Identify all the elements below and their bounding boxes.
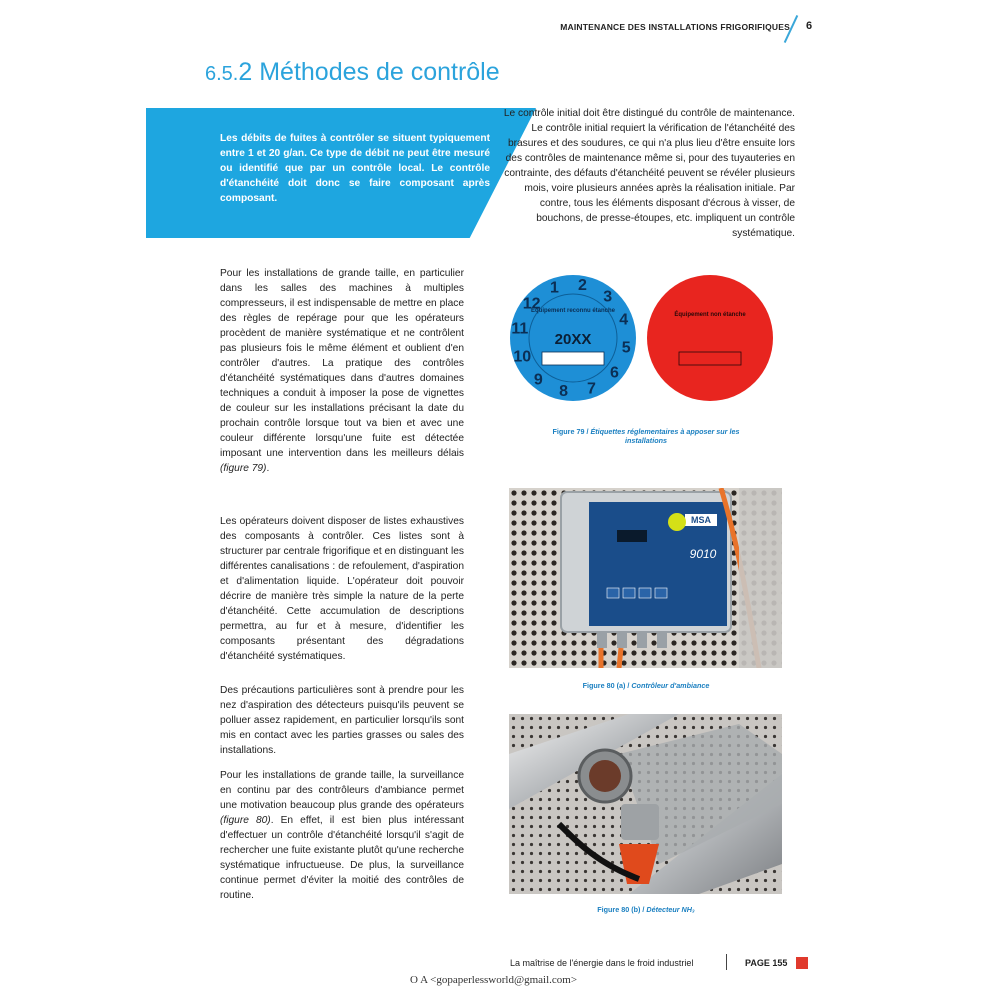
month-number: 12 [522, 295, 541, 313]
red-leak-sticker [647, 275, 773, 401]
controller-model: 9010 [689, 547, 717, 561]
paragraph-4-text-b: . En effet, il est bien plus intéressant d'effectuer un contrôle d'étanchéité lorsqu'il s'agit de rechercher une fuite existante plutôt qu'une recherche systématique infructueuse. De plus, la surveillance continue permet d'éviter la moitié des contrôles de routine. [220, 815, 464, 901]
figure-80b-caption-text: Détecteur NH₃ [646, 905, 695, 914]
paragraph-4 [220, 768, 464, 903]
month-number: 7 [587, 380, 596, 398]
month-number: 8 [559, 383, 569, 401]
figure-80a-caption-number: Figure 80 (a) / [582, 681, 632, 690]
blue-sticker-label: Équipement reconnu étanche [530, 308, 616, 314]
blue-sticker-write-field [542, 352, 604, 365]
watermark: O A <gopaperlessworld@gmail.com> [410, 974, 578, 986]
footer-book-title: La maîtrise de l'énergie dans le froid industriel [510, 958, 694, 968]
paragraph-2: Les opérateurs doivent disposer de listes exhaustives des composants à contrôler. Ces listes sont à structurer par centrale frigorifique et en distinguant les différentes canalisations : de refoulement, d'aspiration et d'alimentation liquide. L'opérateur doit pouvoir décrire de manière très simple la nature de la perte d'étanchéité. Cette accumulation de descriptions permettra, au fur et à mesure, d'identifier les composants présentant des dégradations d'étanchéité systématiques. [220, 516, 464, 662]
figure-80a-photo [509, 488, 782, 668]
figure-80b-caption-number: Figure 80 (b) / [597, 905, 647, 914]
section-number: 6.5. [205, 63, 239, 85]
month-number: 1 [550, 279, 559, 297]
paragraph-1 [220, 266, 464, 476]
red-sticker-write-field [679, 352, 741, 365]
figure-79-caption [548, 427, 744, 445]
month-number: 11 [511, 320, 529, 338]
month-number: 6 [609, 364, 619, 382]
month-number: 5 [621, 339, 631, 357]
red-sticker-label: Équipement non étanche [674, 312, 746, 318]
callout-text: Les débits de fuites à contrôler se situent typiquement entre 1 et 20 g/an. Ce type de débit ne peut être mesuré ou identifié que par un contrôle local. Le contrôle d'étanchéité doit donc se faire composant après composant. [220, 133, 490, 204]
month-number: 3 [603, 288, 613, 306]
running-header-title: MAINTENANCE DES INSTALLATIONS FRIGORIFIQUES [560, 22, 790, 32]
figure-80a-caption [560, 681, 732, 690]
figure-80-reference: (figure 80) [220, 815, 271, 826]
footer-red-square-icon [796, 957, 808, 969]
svg-text:Équipement reconnu étanche [531, 306, 616, 314]
chapter-number: 6 [806, 20, 813, 32]
month-number: 4 [619, 311, 629, 329]
section-title-text: Méthodes de contrôle [252, 58, 500, 86]
figure-79-caption-text: Étiquettes réglementaires à apposer sur les installations [590, 427, 740, 445]
month-number: 2 [577, 276, 587, 294]
paragraph-1-text: Pour les installations de grande taille, en particulier dans les salles des machines à multiples compresseurs, il est indispensable de mettre en place des règles de repérage pour que les opérateurs procèdent de manière systématique et ne contrôlent pas plusieurs fois le même élément et oublient d'en contrôler d'autres. La pratique des contrôles d'étanchéité systématiques dans d'autres domaines techniques a conduit à imposer la pose de vignettes de couleur sur les installations précisant la date du prochain contrôle lorsque tout va bien et avec une couleur différente lorsqu'une fuite est détectée imposant une intervention dans les meilleurs délais [220, 268, 464, 459]
blue-compliance-sticker [510, 275, 636, 401]
figure-79-labels [505, 272, 775, 404]
month-number: 10 [513, 348, 532, 366]
intro-paragraph: Le contrôle initial doit être distingué du contrôle de maintenance. Le contrôle initial requiert la vérification de l'étanchéité des brasures et des soudures, ce qui n'a plus lieu d'être ensuite lors des contrôles de maintenance même si, pour des tuyauteries en contrainte, des défauts d'étanchéité peuvent se révéler plusieurs mois, voire plusieurs années après la réalisation initiale. Par contre, tous les éléments disposant d'écrous à visser, de bouchons, de presse-étoupes, etc. impliquent un contrôle systématique. [503, 108, 795, 239]
month-number: 9 [533, 371, 543, 389]
figure-79-reference: (figure 79) [220, 463, 267, 474]
blue-sticker-year: 20XX [554, 331, 592, 348]
footer-page-number: PAGE 155 [745, 958, 788, 968]
paragraph-3: Des précautions particulières sont à prendre pour les nez d'aspiration des détecteurs puisqu'ils peuvent se polluer assez rapidement, en particulier lorsqu'ils sont mis en contact avec les parties grasses ou sales des installations. [220, 685, 464, 756]
footer-divider [726, 954, 727, 970]
paragraph-1-end: . [266, 463, 270, 474]
section-title [205, 58, 500, 87]
section-number-main: 2 [238, 58, 253, 86]
figure-80b-caption [578, 905, 714, 914]
figure-80b-photo [509, 714, 782, 894]
detector-photo-drawing [509, 714, 782, 894]
paragraph-4-text-a: Pour les installations de grande taille, la surveillance en continu par des contrôleurs d'ambiance permet une motivation beaucoup plus grande des opérateurs [220, 770, 464, 811]
figure-79-caption-number: Figure 79 / [552, 427, 591, 436]
controller-photo-drawing [509, 488, 782, 668]
figure-80a-caption-text: Contrôleur d'ambiance [631, 681, 710, 690]
controller-brand: MSA [691, 515, 711, 525]
